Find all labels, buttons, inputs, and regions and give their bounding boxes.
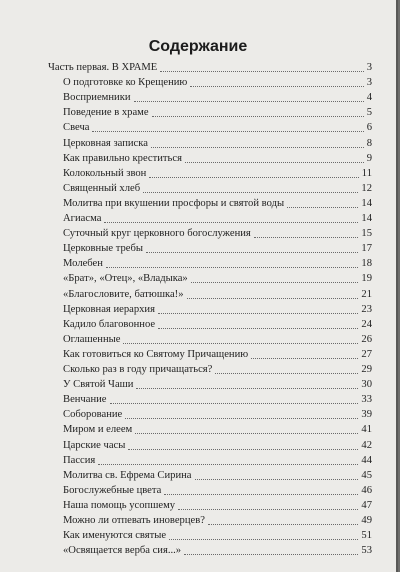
toc-dot-leader — [158, 328, 358, 329]
toc-entry-label: Молитва св. Ефрема Сирина — [63, 469, 192, 481]
toc-entry — [0, 468, 398, 483]
toc-entry-label: Как готовиться ко Святому Причащению — [63, 348, 249, 360]
toc-entry — [0, 453, 398, 468]
toc-entry-page-number: 4 — [366, 92, 372, 104]
toc-entry-label: Пассия — [63, 454, 96, 466]
toc-dot-leader — [251, 358, 358, 359]
toc-entry-page-number: 44 — [361, 454, 372, 466]
toc-dot-leader — [164, 494, 358, 495]
toc-entry-page-number: 23 — [361, 303, 372, 315]
toc-entry — [0, 256, 398, 271]
toc-entry-page-number: 8 — [366, 137, 372, 149]
toc-dot-leader — [160, 71, 363, 72]
toc-dot-leader — [187, 298, 359, 299]
toc-entry-page-number: 11 — [361, 167, 372, 179]
toc-dot-leader — [190, 86, 363, 87]
toc-entry — [0, 438, 398, 453]
toc-entry-label: Агиасма — [63, 213, 102, 224]
toc-dot-leader — [149, 177, 358, 178]
toc-dot-leader — [215, 373, 358, 374]
toc-entry-label: Сколько раз в году причащаться? — [63, 364, 213, 375]
toc-dot-leader — [104, 222, 358, 223]
toc-entry-label: Поведение в храме — [63, 107, 149, 119]
toc-entry — [0, 181, 398, 196]
toc-dot-leader — [123, 343, 358, 344]
toc-entry-page-number: 6 — [366, 122, 372, 134]
toc-entry-label: Суточный круг церковного богослужения — [63, 228, 251, 240]
toc-entry-label: Молитва при вкушении просфоры и святой воды — [63, 197, 285, 209]
toc-dot-leader — [185, 162, 364, 163]
toc-dot-leader — [110, 403, 359, 404]
toc-entry-label: Церковная записка — [63, 137, 148, 149]
toc-entry-label: Оглашенные — [63, 333, 121, 345]
toc-entry — [0, 377, 398, 392]
page-title: Содержание — [148, 38, 248, 55]
toc-dot-leader — [151, 147, 364, 148]
toc-dot-leader — [208, 524, 358, 525]
toc-entry-page-number: 47 — [361, 499, 372, 511]
toc-entry-label: «Брат», «Отец», «Владыка» — [63, 273, 188, 285]
toc-dot-leader — [191, 282, 359, 283]
toc-entry — [0, 347, 398, 362]
toc-entry — [0, 302, 398, 317]
toc-entry-label: Восприемники — [63, 92, 131, 104]
toc-entry — [0, 407, 398, 422]
toc-entry-label: Церковная иерархия — [63, 303, 155, 315]
toc-entry — [0, 528, 398, 543]
toc-entry — [0, 120, 398, 135]
toc-entry-page-number: 15 — [361, 228, 372, 240]
toc-entry-label: Богослужебные цвета — [63, 484, 162, 496]
toc-entry-page-number: 49 — [361, 515, 372, 526]
toc-entry-label: Наша помощь усопшему — [63, 499, 176, 511]
toc-entry-page-number: 19 — [361, 273, 372, 285]
toc-entry-page-number: 53 — [361, 545, 372, 557]
toc-entry-page-number: 29 — [361, 364, 372, 375]
toc-entry — [0, 392, 398, 407]
toc-entry-page-number: 27 — [361, 348, 372, 360]
toc-entry-page-number: 3 — [366, 62, 372, 73]
toc-dot-leader — [92, 131, 363, 132]
toc-entry — [0, 513, 398, 528]
toc-dot-leader — [135, 433, 358, 434]
toc-entry-page-number: 18 — [361, 258, 372, 270]
toc-entry — [0, 166, 398, 181]
toc-entry — [0, 136, 398, 151]
toc-entry-label: О подготовке ко Крещению — [63, 77, 188, 89]
toc-entry — [0, 271, 398, 286]
toc-entry-page-number: 3 — [366, 77, 372, 89]
toc-entry-page-number: 51 — [361, 530, 372, 542]
toc-entry-page-number: 26 — [361, 333, 372, 345]
toc-entry-page-number: 41 — [361, 424, 372, 436]
toc-entry-page-number: 17 — [361, 243, 372, 255]
toc-entry-page-number: 46 — [361, 484, 372, 496]
toc-entry-label: Свеча — [63, 122, 90, 134]
toc-entry — [0, 362, 398, 377]
toc-entry-page-number: 33 — [361, 394, 372, 406]
toc-entry-label: Кадило благовонное — [63, 318, 156, 330]
toc-entry — [0, 332, 398, 347]
toc-dot-leader — [184, 554, 358, 555]
toc-entry — [0, 211, 398, 226]
toc-entry-page-number: 9 — [366, 152, 372, 164]
toc-entry-label: «Благословите, батюшка!» — [63, 288, 184, 300]
toc-entry-label: Как именуются святые — [63, 530, 167, 542]
toc-entry-label: Соборование — [63, 409, 123, 421]
toc-entry-page-number: 21 — [361, 288, 372, 300]
toc-entry-page-number: 14 — [361, 213, 372, 224]
toc-entry — [0, 422, 398, 437]
toc-dot-leader — [146, 252, 358, 253]
toc-entry-label: Как правильно креститься — [63, 152, 182, 164]
toc-entry-label: Колокольный звон — [63, 167, 147, 179]
toc-dot-leader — [98, 464, 358, 465]
toc-entry-page-number: 5 — [366, 107, 372, 119]
toc-entry — [0, 151, 398, 166]
toc-dot-leader — [134, 101, 364, 102]
toc-entry — [0, 498, 398, 513]
toc-entry-page-number: 42 — [361, 439, 372, 451]
toc-entry-label: Церковные требы — [63, 243, 143, 255]
toc-dot-leader — [152, 116, 364, 117]
toc-entry-label: Венчание — [63, 394, 107, 406]
toc-dot-leader — [158, 313, 358, 314]
toc-dot-leader — [178, 509, 358, 510]
toc-entry — [0, 90, 398, 105]
toc-entry-label: Священный хлеб — [63, 182, 141, 194]
toc-dot-leader — [128, 449, 358, 450]
toc-entry — [0, 226, 398, 241]
toc-entry — [0, 241, 398, 256]
toc-dot-leader — [195, 479, 359, 480]
toc-entry-page-number: 12 — [361, 182, 372, 194]
toc-entry-label: Молебен — [63, 258, 103, 270]
toc-entry — [0, 287, 398, 302]
toc-entry-label: Можно ли отпевать иноверцев? — [63, 515, 205, 526]
toc-entry — [0, 543, 398, 558]
toc-entry — [0, 75, 398, 90]
toc-dot-leader — [143, 192, 358, 193]
toc-entry-label: Царские часы — [63, 439, 126, 451]
toc-dot-leader — [287, 207, 358, 208]
toc-entry-page-number: 14 — [361, 197, 372, 209]
toc-dot-leader — [254, 237, 359, 238]
toc-entry — [0, 317, 398, 332]
toc-dot-leader — [169, 539, 358, 540]
toc-entry-label: Миром и елеем — [63, 424, 133, 436]
toc-entry — [0, 105, 398, 120]
toc-part-heading — [0, 60, 398, 75]
toc-dot-leader — [106, 267, 358, 268]
toc-dot-leader — [136, 388, 358, 389]
toc-entry-label: У Святой Чаши — [63, 379, 134, 391]
toc-entry-page-number: 45 — [361, 469, 372, 481]
toc-entry-page-number: 30 — [361, 379, 372, 391]
toc-entry-label: «Освящается верба сия...» — [63, 545, 182, 557]
toc-entry-page-number: 24 — [361, 318, 372, 330]
toc-entry-page-number: 39 — [361, 409, 372, 421]
toc-entry-label: Часть первая. В ХРАМЕ — [48, 62, 158, 73]
toc-entry — [0, 483, 398, 498]
toc-entry — [0, 196, 398, 211]
toc-dot-leader — [125, 418, 358, 419]
